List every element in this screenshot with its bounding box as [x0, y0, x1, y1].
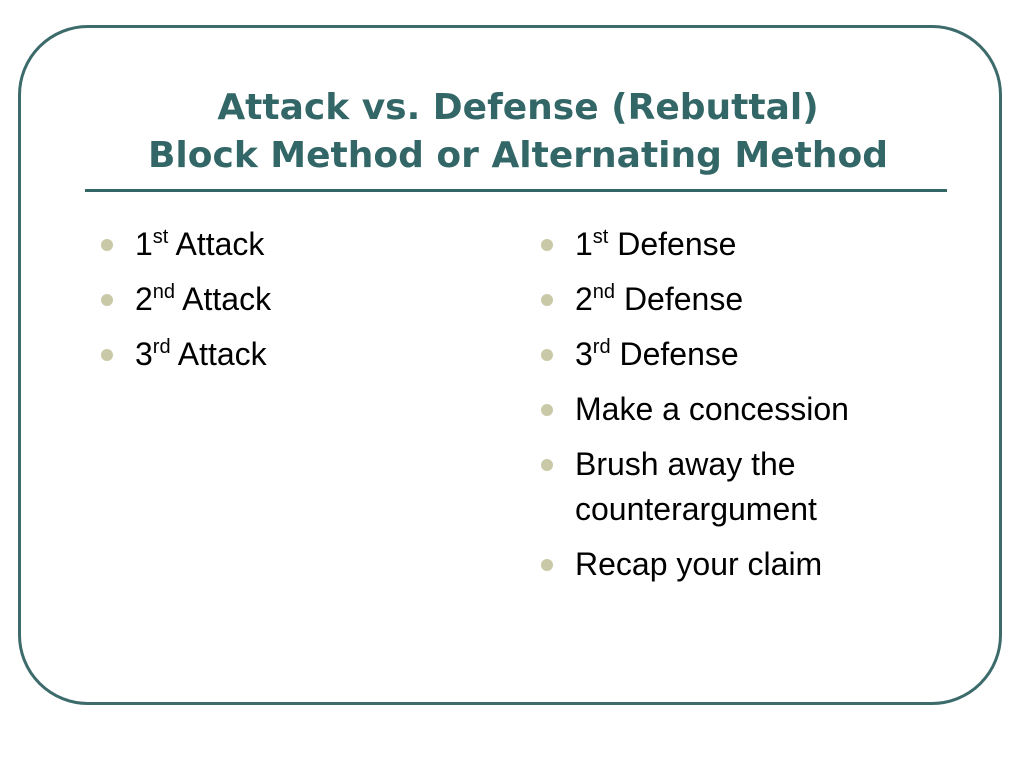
- defense-list: [535, 222, 955, 597]
- bullet-icon: [101, 349, 113, 361]
- item-text: Make a concession: [575, 391, 849, 427]
- item-text: Defense: [610, 336, 739, 372]
- bullet-icon: [541, 459, 553, 471]
- attack-list: [95, 222, 495, 387]
- item-text: Defense: [615, 281, 744, 317]
- ordinal-suffix: st: [152, 226, 169, 248]
- item-text: Attack: [170, 336, 267, 372]
- ordinal-number: 3: [135, 336, 153, 372]
- list-item-defense-1: [535, 222, 955, 267]
- title-underline: [85, 189, 947, 192]
- list-item-attack-3: [95, 332, 495, 377]
- item-text: Attack: [168, 226, 265, 262]
- list-item-concession: [535, 387, 955, 432]
- ordinal-number: 1: [135, 226, 153, 262]
- list-item-defense-3: [535, 332, 955, 377]
- item-text: Recap your claim: [575, 546, 823, 582]
- title-line-1: Attack vs. Defense (Rebuttal): [217, 87, 819, 128]
- list-item-recap: [535, 542, 955, 587]
- bullet-icon: [541, 404, 553, 416]
- ordinal-suffix: rd: [592, 336, 611, 358]
- ordinal-suffix: nd: [592, 281, 616, 303]
- bullet-icon: [101, 239, 113, 251]
- item-text: Defense: [608, 226, 737, 262]
- list-item-brush-away: [535, 442, 955, 532]
- slide-title: [88, 84, 948, 180]
- bullet-icon: [101, 294, 113, 306]
- ordinal-number: 1: [575, 226, 593, 262]
- ordinal-suffix: rd: [152, 336, 171, 358]
- bullet-icon: [541, 239, 553, 251]
- ordinal-suffix: st: [592, 226, 609, 248]
- list-item-attack-1: [95, 222, 495, 267]
- bullet-icon: [541, 349, 553, 361]
- list-item-defense-2: [535, 277, 955, 322]
- ordinal-suffix: nd: [152, 281, 176, 303]
- list-item-attack-2: [95, 277, 495, 322]
- title-line-2: Block Method or Alternating Method: [147, 135, 889, 176]
- ordinal-number: 3: [575, 336, 593, 372]
- ordinal-number: 2: [135, 281, 153, 317]
- ordinal-number: 2: [575, 281, 593, 317]
- item-text: Brush away the counterargument: [575, 446, 817, 527]
- item-text: Attack: [175, 281, 272, 317]
- bullet-icon: [541, 559, 553, 571]
- bullet-icon: [541, 294, 553, 306]
